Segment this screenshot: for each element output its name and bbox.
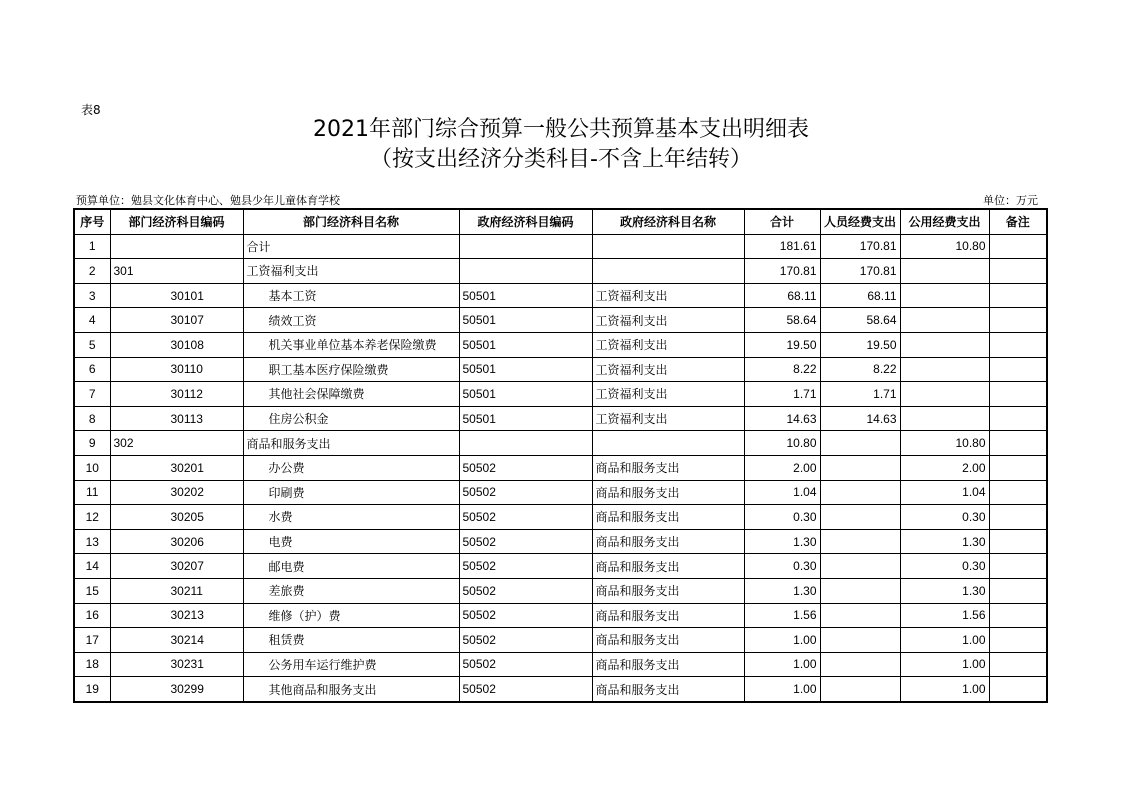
cell-seq: 14 bbox=[74, 554, 110, 579]
cell-gov-name: 工资福利支出 bbox=[592, 382, 744, 407]
cell-seq: 3 bbox=[74, 283, 110, 308]
table-row bbox=[74, 603, 1047, 628]
table-row bbox=[74, 308, 1047, 333]
cell-total: 1.00 bbox=[744, 652, 820, 677]
cell-dept-code: 30108 bbox=[110, 332, 243, 357]
cell-public: 1.00 bbox=[900, 677, 989, 702]
table-row bbox=[74, 431, 1047, 456]
cell-dept-code: 30299 bbox=[110, 677, 243, 702]
header-note: 备注 bbox=[989, 209, 1047, 234]
table-row bbox=[74, 529, 1047, 554]
cell-note bbox=[989, 406, 1047, 431]
table-row bbox=[74, 259, 1047, 284]
cell-note bbox=[989, 259, 1047, 284]
cell-dept-code: 30231 bbox=[110, 652, 243, 677]
cell-note bbox=[989, 308, 1047, 333]
cell-gov-code: 50502 bbox=[459, 652, 592, 677]
cell-dept-name: 机关事业单位基本养老保险缴费 bbox=[243, 332, 459, 357]
cell-note bbox=[989, 554, 1047, 579]
cell-dept-name: 公务用车运行维护费 bbox=[243, 652, 459, 677]
cell-total: 8.22 bbox=[744, 357, 820, 382]
cell-personnel bbox=[820, 578, 900, 603]
cell-dept-code: 30211 bbox=[110, 578, 243, 603]
cell-seq: 18 bbox=[74, 652, 110, 677]
cell-gov-code bbox=[459, 259, 592, 284]
cell-public: 0.30 bbox=[900, 554, 989, 579]
table-row bbox=[74, 480, 1047, 505]
cell-seq: 15 bbox=[74, 578, 110, 603]
table-row bbox=[74, 554, 1047, 579]
cell-note bbox=[989, 677, 1047, 702]
cell-total: 1.00 bbox=[744, 677, 820, 702]
cell-dept-code: 30202 bbox=[110, 480, 243, 505]
cell-dept-name: 住房公积金 bbox=[243, 406, 459, 431]
cell-total: 10.80 bbox=[744, 431, 820, 456]
cell-dept-name: 工资福利支出 bbox=[243, 259, 459, 284]
cell-gov-name: 商品和服务支出 bbox=[592, 480, 744, 505]
cell-total: 19.50 bbox=[744, 332, 820, 357]
cell-public: 1.30 bbox=[900, 529, 989, 554]
table-row bbox=[74, 283, 1047, 308]
cell-gov-code: 50501 bbox=[459, 308, 592, 333]
cell-gov-code: 50502 bbox=[459, 603, 592, 628]
cell-dept-name: 职工基本医疗保险缴费 bbox=[243, 357, 459, 382]
cell-seq: 2 bbox=[74, 259, 110, 284]
cell-dept-code: 30205 bbox=[110, 505, 243, 530]
cell-gov-name: 工资福利支出 bbox=[592, 357, 744, 382]
cell-gov-name: 商品和服务支出 bbox=[592, 455, 744, 480]
header-seq: 序号 bbox=[74, 209, 110, 234]
sheet-label: 表8 bbox=[81, 103, 101, 117]
cell-seq: 6 bbox=[74, 357, 110, 382]
cell-gov-code: 50502 bbox=[459, 529, 592, 554]
page-title: 2021年部门综合预算一般公共预算基本支出明细表 bbox=[313, 117, 809, 142]
cell-seq: 4 bbox=[74, 308, 110, 333]
cell-personnel: 19.50 bbox=[820, 332, 900, 357]
cell-seq: 5 bbox=[74, 332, 110, 357]
cell-gov-code: 50502 bbox=[459, 554, 592, 579]
cell-total: 68.11 bbox=[744, 283, 820, 308]
cell-dept-code: 30201 bbox=[110, 455, 243, 480]
cell-dept-name: 邮电费 bbox=[243, 554, 459, 579]
cell-personnel bbox=[820, 677, 900, 702]
cell-dept-code: 30207 bbox=[110, 554, 243, 579]
cell-seq: 1 bbox=[74, 234, 110, 259]
budget-table bbox=[73, 208, 1048, 703]
cell-total: 1.04 bbox=[744, 480, 820, 505]
money-unit: 单位：万元 bbox=[983, 194, 1038, 207]
header-public: 公用经费支出 bbox=[900, 209, 989, 234]
cell-gov-name: 商品和服务支出 bbox=[592, 628, 744, 653]
cell-total: 0.30 bbox=[744, 554, 820, 579]
cell-dept-name: 办公费 bbox=[243, 455, 459, 480]
cell-seq: 11 bbox=[74, 480, 110, 505]
cell-seq: 13 bbox=[74, 529, 110, 554]
cell-personnel bbox=[820, 455, 900, 480]
cell-personnel: 1.71 bbox=[820, 382, 900, 407]
table-row bbox=[74, 677, 1047, 702]
cell-gov-name: 工资福利支出 bbox=[592, 308, 744, 333]
cell-public: 10.80 bbox=[900, 234, 989, 259]
cell-gov-code bbox=[459, 431, 592, 456]
header-gov-code: 政府经济科目编码 bbox=[459, 209, 592, 234]
cell-public bbox=[900, 308, 989, 333]
cell-seq: 8 bbox=[74, 406, 110, 431]
header-dept-code: 部门经济科目编码 bbox=[110, 209, 243, 234]
cell-seq: 16 bbox=[74, 603, 110, 628]
cell-public: 0.30 bbox=[900, 505, 989, 530]
cell-gov-name: 工资福利支出 bbox=[592, 332, 744, 357]
cell-personnel bbox=[820, 529, 900, 554]
cell-public bbox=[900, 332, 989, 357]
table-row bbox=[74, 578, 1047, 603]
cell-gov-name bbox=[592, 234, 744, 259]
cell-gov-code: 50502 bbox=[459, 455, 592, 480]
cell-public bbox=[900, 283, 989, 308]
cell-note bbox=[989, 578, 1047, 603]
cell-dept-name: 维修（护）费 bbox=[243, 603, 459, 628]
cell-dept-name: 其他社会保障缴费 bbox=[243, 382, 459, 407]
cell-gov-name: 商品和服务支出 bbox=[592, 578, 744, 603]
cell-note bbox=[989, 382, 1047, 407]
cell-seq: 7 bbox=[74, 382, 110, 407]
cell-gov-name: 商品和服务支出 bbox=[592, 652, 744, 677]
cell-personnel bbox=[820, 603, 900, 628]
cell-public bbox=[900, 406, 989, 431]
cell-public: 10.80 bbox=[900, 431, 989, 456]
cell-gov-code bbox=[459, 234, 592, 259]
cell-gov-name bbox=[592, 431, 744, 456]
cell-total: 0.30 bbox=[744, 505, 820, 530]
cell-gov-name: 工资福利支出 bbox=[592, 283, 744, 308]
cell-dept-code: 30113 bbox=[110, 406, 243, 431]
cell-gov-code: 50502 bbox=[459, 578, 592, 603]
table-row bbox=[74, 455, 1047, 480]
cell-gov-name: 商品和服务支出 bbox=[592, 529, 744, 554]
cell-seq: 10 bbox=[74, 455, 110, 480]
cell-note bbox=[989, 505, 1047, 530]
cell-total: 1.30 bbox=[744, 578, 820, 603]
cell-dept-name: 租赁费 bbox=[243, 628, 459, 653]
cell-seq: 19 bbox=[74, 677, 110, 702]
cell-dept-name: 差旅费 bbox=[243, 578, 459, 603]
table-row bbox=[74, 234, 1047, 259]
cell-public: 1.04 bbox=[900, 480, 989, 505]
budget-unit: 预算单位：勉县文化体育中心、勉县少年儿童体育学校 bbox=[76, 194, 340, 207]
cell-dept-name: 合计 bbox=[243, 234, 459, 259]
cell-dept-code: 301 bbox=[110, 259, 243, 284]
cell-gov-code: 50502 bbox=[459, 677, 592, 702]
cell-total: 1.30 bbox=[744, 529, 820, 554]
cell-seq: 9 bbox=[74, 431, 110, 456]
cell-gov-code: 50502 bbox=[459, 480, 592, 505]
cell-personnel: 14.63 bbox=[820, 406, 900, 431]
cell-gov-code: 50502 bbox=[459, 628, 592, 653]
cell-public: 1.00 bbox=[900, 652, 989, 677]
cell-public: 1.30 bbox=[900, 578, 989, 603]
cell-dept-code: 302 bbox=[110, 431, 243, 456]
table-row bbox=[74, 505, 1047, 530]
cell-gov-name: 商品和服务支出 bbox=[592, 677, 744, 702]
cell-note bbox=[989, 603, 1047, 628]
cell-dept-name: 基本工资 bbox=[243, 283, 459, 308]
table-row bbox=[74, 357, 1047, 382]
cell-gov-code: 50501 bbox=[459, 382, 592, 407]
cell-personnel: 170.81 bbox=[820, 259, 900, 284]
cell-public bbox=[900, 382, 989, 407]
cell-gov-name: 商品和服务支出 bbox=[592, 603, 744, 628]
page-subtitle: （按支出经济分类科目-不含上年结转） bbox=[370, 147, 752, 172]
cell-note bbox=[989, 455, 1047, 480]
cell-total: 58.64 bbox=[744, 308, 820, 333]
cell-gov-name: 商品和服务支出 bbox=[592, 554, 744, 579]
header-dept-name: 部门经济科目名称 bbox=[243, 209, 459, 234]
cell-dept-code: 30110 bbox=[110, 357, 243, 382]
cell-dept-code bbox=[110, 234, 243, 259]
header-personnel: 人员经费支出 bbox=[820, 209, 900, 234]
cell-dept-code: 30101 bbox=[110, 283, 243, 308]
cell-personnel bbox=[820, 480, 900, 505]
cell-gov-code: 50501 bbox=[459, 357, 592, 382]
cell-note bbox=[989, 652, 1047, 677]
cell-personnel: 8.22 bbox=[820, 357, 900, 382]
cell-public: 1.56 bbox=[900, 603, 989, 628]
cell-total: 14.63 bbox=[744, 406, 820, 431]
table-row bbox=[74, 652, 1047, 677]
cell-seq: 12 bbox=[74, 505, 110, 530]
table-row bbox=[74, 382, 1047, 407]
cell-gov-name bbox=[592, 259, 744, 284]
table-row bbox=[74, 332, 1047, 357]
cell-public: 2.00 bbox=[900, 455, 989, 480]
cell-total: 1.56 bbox=[744, 603, 820, 628]
cell-note bbox=[989, 234, 1047, 259]
cell-personnel bbox=[820, 505, 900, 530]
cell-dept-name: 印刷费 bbox=[243, 480, 459, 505]
cell-note bbox=[989, 529, 1047, 554]
cell-dept-code: 30206 bbox=[110, 529, 243, 554]
cell-gov-name: 工资福利支出 bbox=[592, 406, 744, 431]
cell-total: 1.71 bbox=[744, 382, 820, 407]
cell-seq: 17 bbox=[74, 628, 110, 653]
cell-gov-name: 商品和服务支出 bbox=[592, 505, 744, 530]
cell-gov-code: 50501 bbox=[459, 283, 592, 308]
cell-dept-code: 30107 bbox=[110, 308, 243, 333]
table-row bbox=[74, 406, 1047, 431]
cell-gov-code: 50501 bbox=[459, 406, 592, 431]
cell-dept-code: 30214 bbox=[110, 628, 243, 653]
cell-note bbox=[989, 332, 1047, 357]
cell-personnel bbox=[820, 554, 900, 579]
cell-note bbox=[989, 357, 1047, 382]
cell-public: 1.00 bbox=[900, 628, 989, 653]
cell-gov-code: 50502 bbox=[459, 505, 592, 530]
cell-total: 181.61 bbox=[744, 234, 820, 259]
cell-total: 2.00 bbox=[744, 455, 820, 480]
cell-note bbox=[989, 628, 1047, 653]
cell-personnel bbox=[820, 431, 900, 456]
cell-total: 170.81 bbox=[744, 259, 820, 284]
cell-public bbox=[900, 357, 989, 382]
cell-gov-code: 50501 bbox=[459, 332, 592, 357]
cell-dept-name: 水费 bbox=[243, 505, 459, 530]
cell-dept-name: 商品和服务支出 bbox=[243, 431, 459, 456]
cell-total: 1.00 bbox=[744, 628, 820, 653]
table-header-row bbox=[74, 209, 1047, 234]
cell-personnel: 68.11 bbox=[820, 283, 900, 308]
cell-note bbox=[989, 283, 1047, 308]
table-row bbox=[74, 628, 1047, 653]
cell-personnel: 58.64 bbox=[820, 308, 900, 333]
cell-dept-name: 电费 bbox=[243, 529, 459, 554]
cell-dept-code: 30213 bbox=[110, 603, 243, 628]
header-gov-name: 政府经济科目名称 bbox=[592, 209, 744, 234]
cell-note bbox=[989, 480, 1047, 505]
cell-personnel bbox=[820, 652, 900, 677]
cell-note bbox=[989, 431, 1047, 456]
cell-personnel: 170.81 bbox=[820, 234, 900, 259]
cell-personnel bbox=[820, 628, 900, 653]
cell-public bbox=[900, 259, 989, 284]
cell-dept-name: 绩效工资 bbox=[243, 308, 459, 333]
header-total: 合计 bbox=[744, 209, 820, 234]
cell-dept-code: 30112 bbox=[110, 382, 243, 407]
cell-dept-name: 其他商品和服务支出 bbox=[243, 677, 459, 702]
